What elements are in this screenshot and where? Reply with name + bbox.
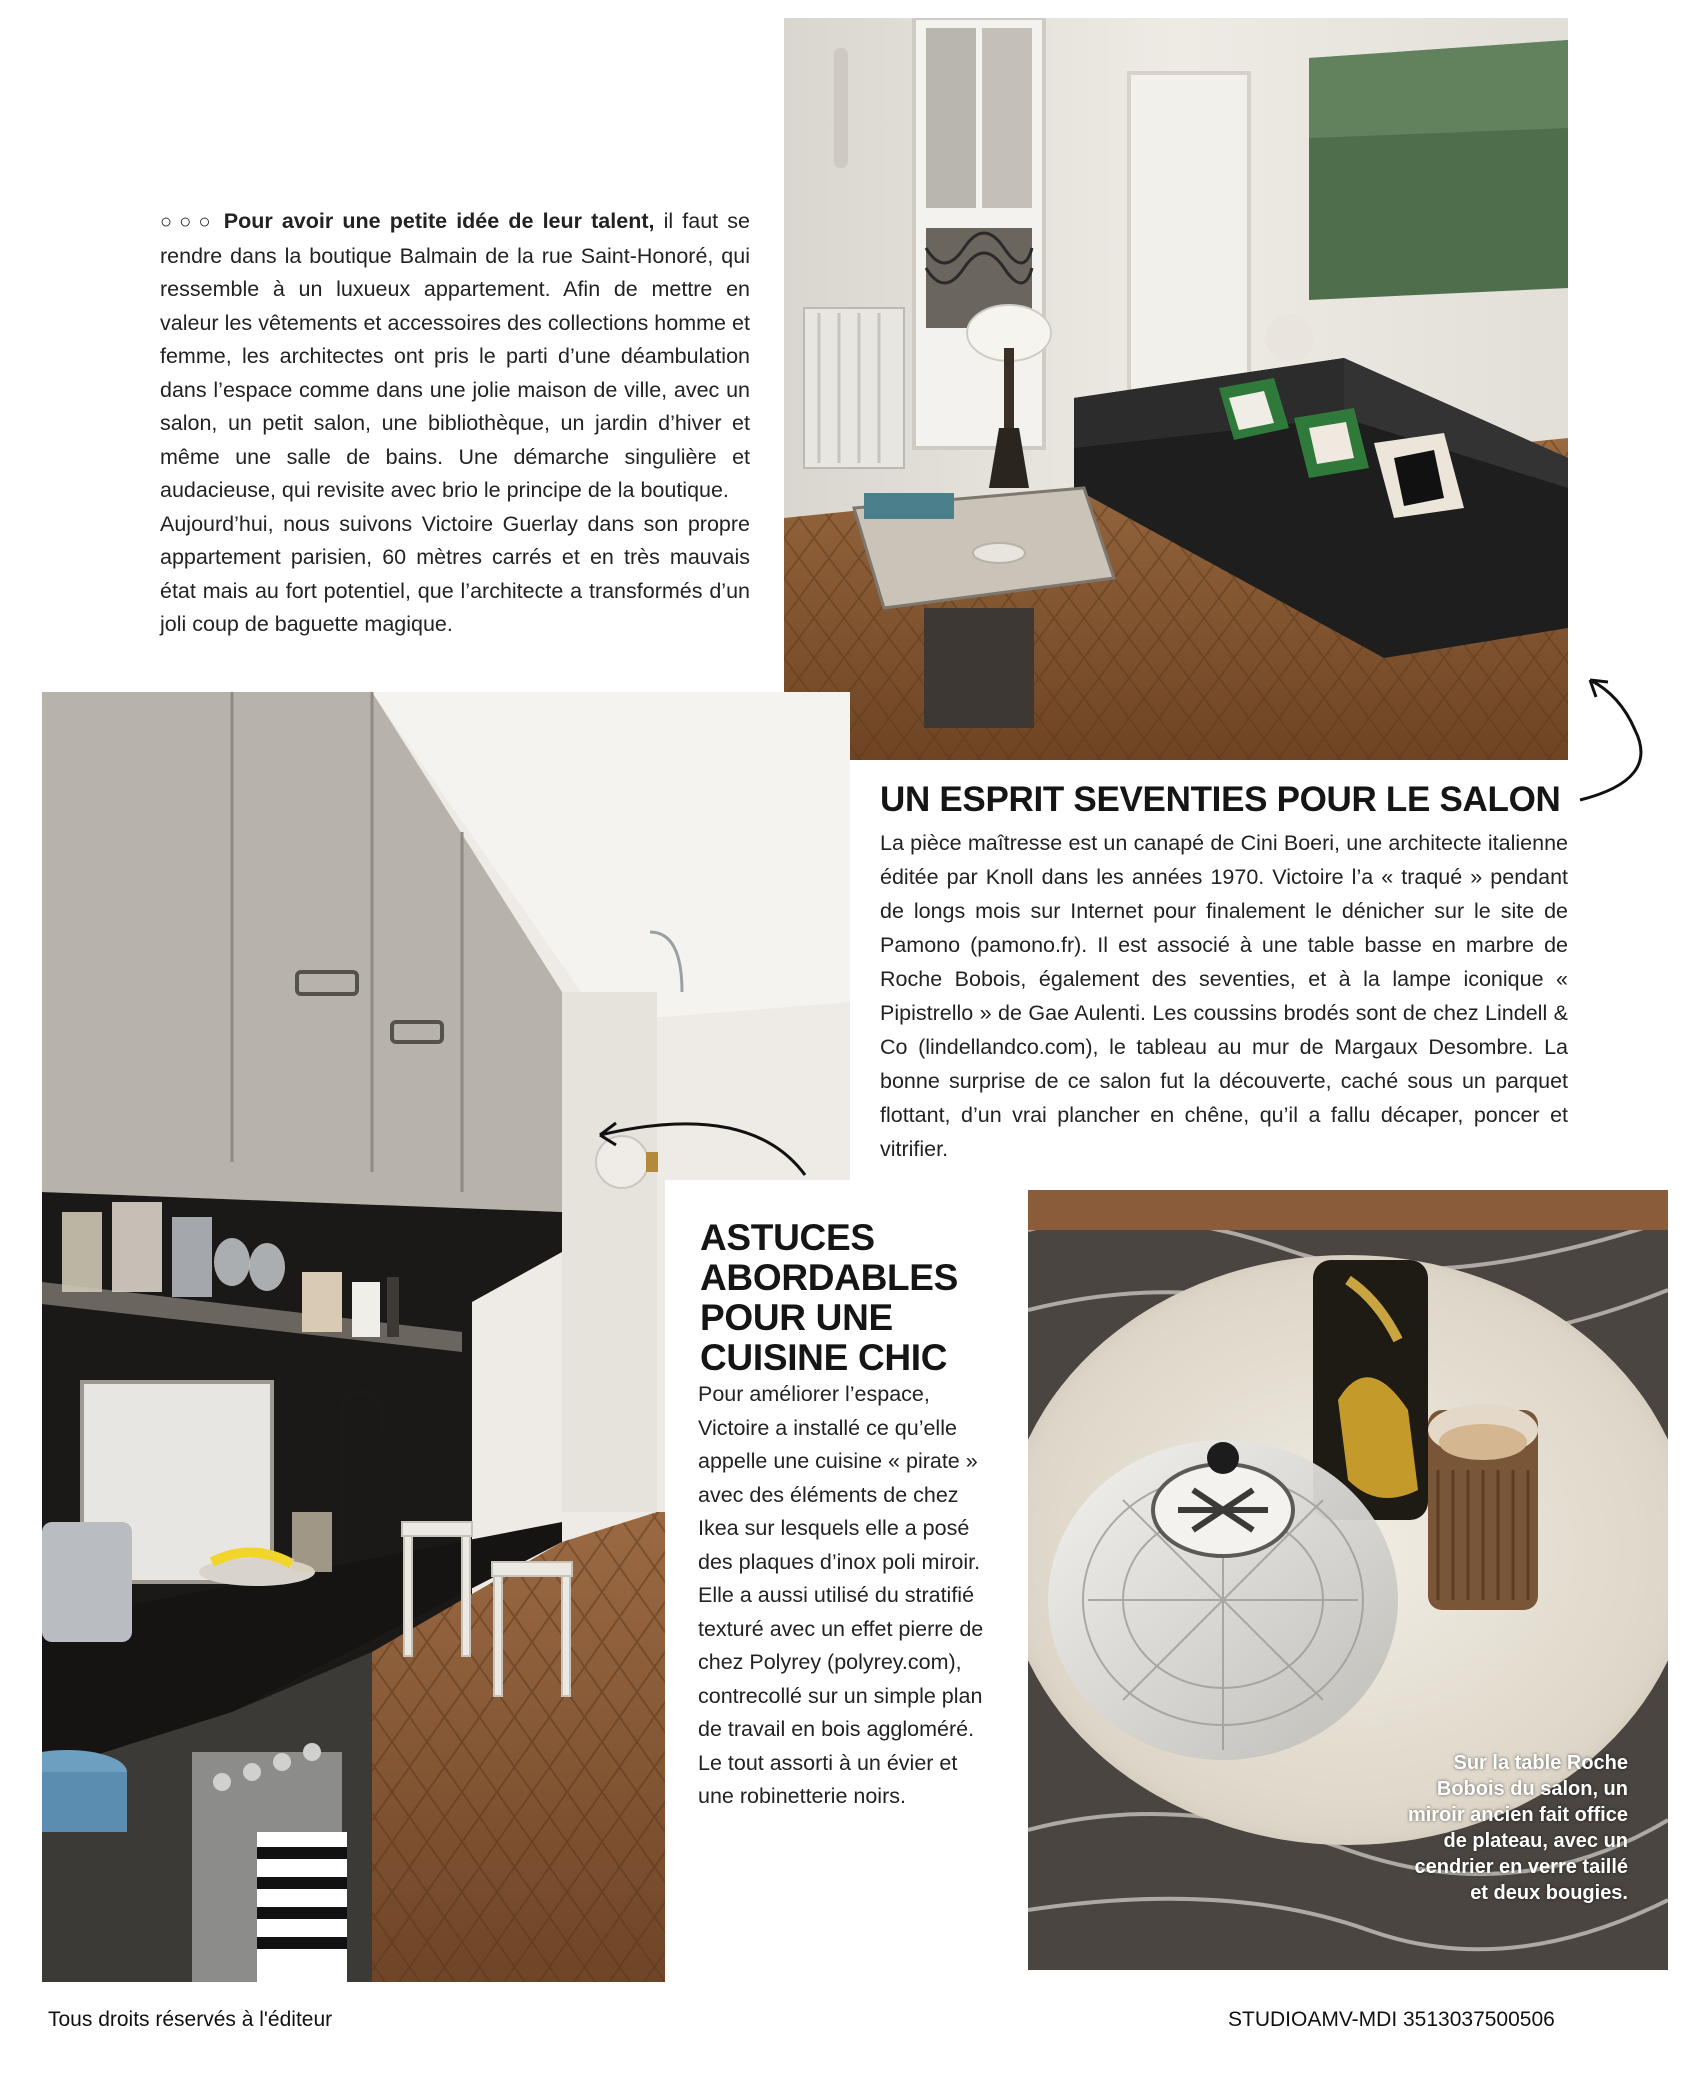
intro-text: il faut se rendre dans la boutique Balmain de la rue Saint-Honoré, qui ressemble à un luxueux appartement. Afin de mettre en valeur les vêtements et accessoires des collections homme et femme, les architectes ont pris le parti d’une déambulation dans l’espace comme dans une jolie maison de ville, avec un salon, un petit salon, une bibliothèque, un jardin d’hiver et même une salle de bains. Une démarche singulière et audacieuse, qui revisite avec brio le principe de la boutique.: [160, 209, 750, 502]
tray-photo-caption: Sur la table Roche Bobois du salon, un miroir ancien fait office de plateau, avec un cendrier en verre taillé et deux bougies.: [1407, 1752, 1628, 1904]
cuisine-heading-line: ABORDABLES: [700, 1257, 959, 1298]
arrow-to-salon-photo: [1560, 660, 1670, 830]
cuisine-heading: [700, 1218, 958, 1378]
intro-paragraph: [160, 205, 750, 642]
arrow-to-kitchen-photo: [590, 1085, 820, 1195]
cuisine-heading-line: POUR UNE: [700, 1297, 893, 1338]
intro-lead: Pour avoir une petite idée de leur talent,: [223, 209, 655, 233]
footer-copyright: Tous droits réservés à l'éditeur: [48, 2008, 333, 2031]
footer-reference: STUDIOAMV-MDI 3513037500506: [1228, 2008, 1555, 2031]
living-room-photo: [784, 18, 1568, 760]
salon-heading: UN ESPRIT SEVENTIES POUR LE SALON: [880, 780, 1561, 819]
cuisine-heading-line: ASTUCES: [700, 1217, 875, 1258]
bullet-circles: ○○○: [160, 211, 218, 233]
salon-paragraph: La pièce maîtresse est un canapé de Cini Boeri, une architecte italienne éditée par Knoll dans les années 1970. Victoire l’a « traqué » pendant de longs mois sur Internet pour finalement le dénicher sur le site de Pamono (pamono.fr). Il est associé à une table basse en marbre de Roche Bobois, également des seventies, et à la lampe iconique « Pipistrello » de Gae Aulenti. Les coussins brodés sont de chez Lindell & Co (lindellandco.com), le tableau au mur de Margaux Desombre. La bonne surprise de ce salon fut la découverte, caché sous un parquet flottant, d’un vrai plancher en chêne, qu’il a fallu décaper, poncer et vitrifier.: [880, 831, 1568, 1161]
cuisine-paragraph: Pour améliorer l’espace, Victoire a installé ce qu’elle appelle une cuisine « pirate » avec des éléments de chez Ikea sur lesquels elle a posé des plaques d’inox poli miroir. Elle a aussi utilisé du stratifié texturé avec un effet pierre de chez Polyrey (polyrey.com), contrecollé sur un simple plan de travail en bois aggloméré. Le tout assorti à un évier et une robinetterie noirs.: [698, 1382, 984, 1808]
cuisine-heading-line: CUISINE CHIC: [700, 1337, 948, 1378]
intro-text-2: Aujourd’hui, nous suivons Victoire Guerlay dans son propre appartement parisien, 60 mètres carrés et en très mauvais état mais au fort potentiel, que l’architecte a transformés d’un joli coup de baguette magique.: [160, 511, 750, 636]
